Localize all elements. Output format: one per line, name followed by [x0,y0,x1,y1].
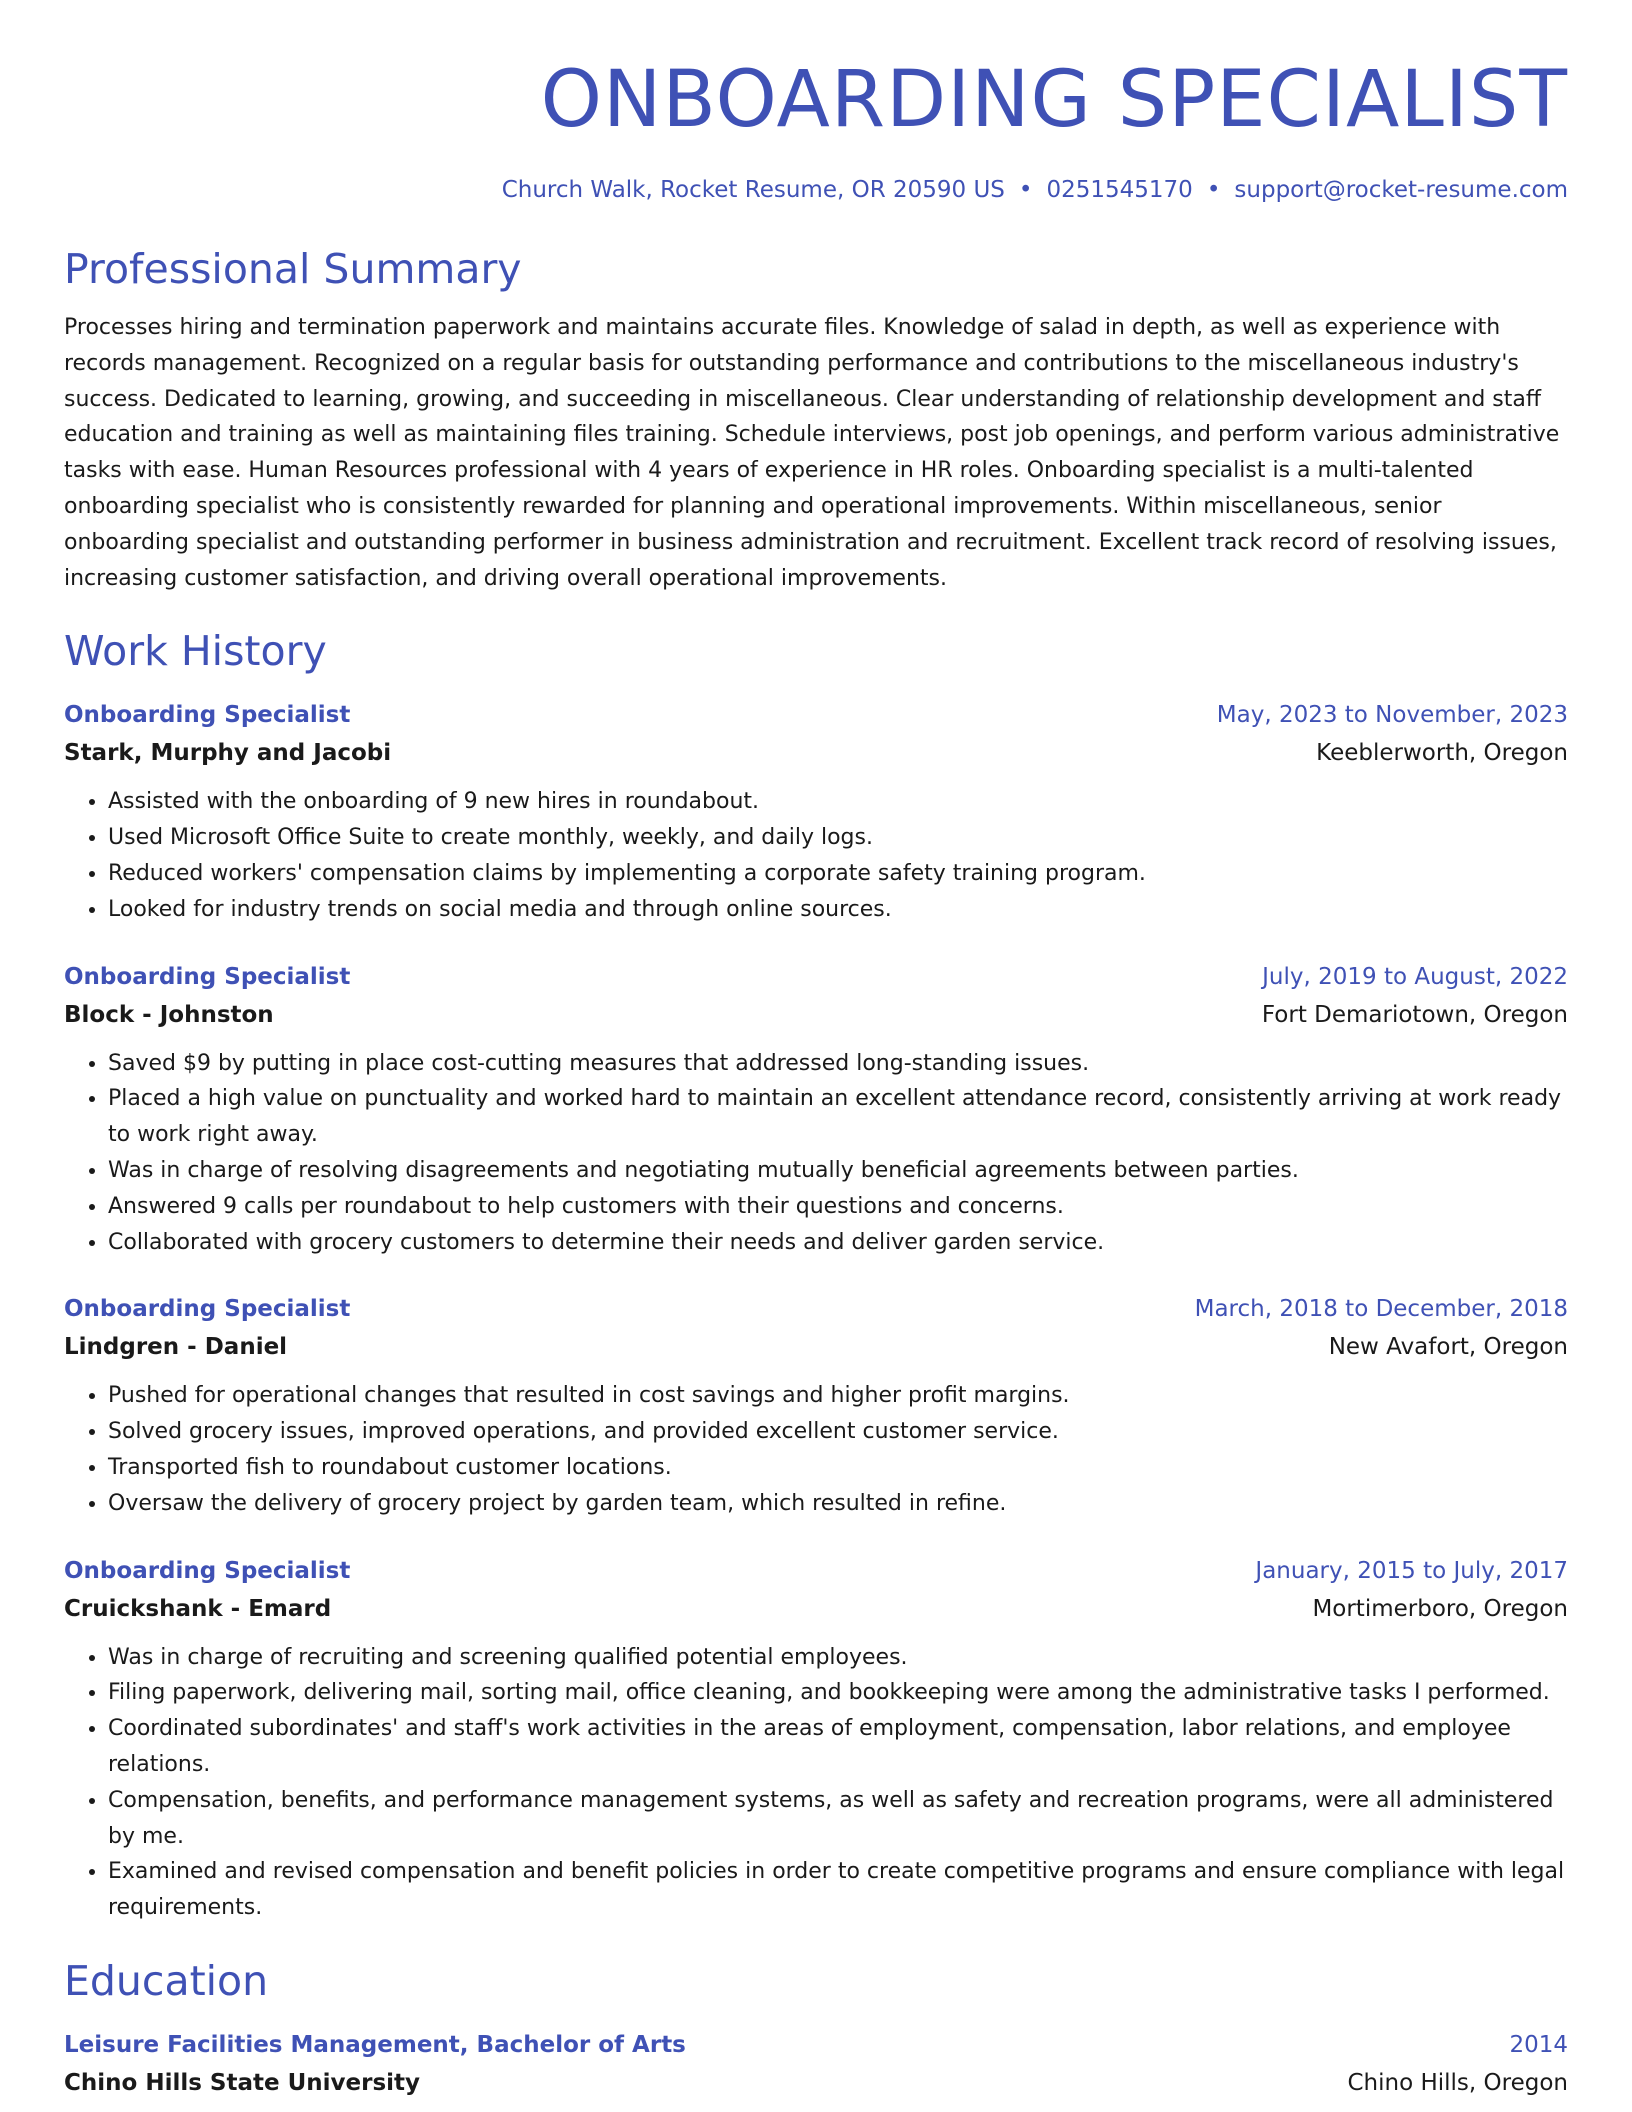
job-company: Lindgren - Daniel [64,1334,288,1361]
contact-separator: • [1206,177,1221,203]
job-bullet: • Coordinated subordinates' and staff's work activities in the areas of employment, compensation, labor relations, and employee relations. [108,1711,1568,1783]
job-company: Block - Johnston [64,1001,274,1028]
education-location: Chino Hills, Oregon [1347,2069,1568,2096]
education-school: Chino Hills State University [64,2069,421,2096]
job-bullet: • Was in charge of resolving disagreements and negotiating mutually beneficial agreements between parties. [108,1153,1568,1189]
work-history-section [64,626,1568,1926]
professional-summary-section [64,244,1568,596]
job-bullet: • Placed a high value on punctuality and worked hard to maintain an excellent attendance record, consistently arriving at work ready to work right away. [108,1081,1568,1153]
job-entry [64,696,1568,927]
education-degree: Leisure Facilities Management, Bachelor of Arts [64,2031,686,2058]
job-bullet: • Saved $9 by putting in place cost-cutting measures that addressed long-standing issues. [108,1046,1568,1082]
contact-line [64,174,1568,206]
job-bullet: • Used Microsoft Office Suite to create monthly, weekly, and daily logs. [108,820,1568,856]
job-dates: July, 2019 to August, 2022 [1262,963,1568,990]
job-bullet: • Examined and revised compensation and benefit policies in order to create competitive programs and ensure compliance with legal requirements. [108,1854,1568,1926]
education-section [64,1956,1568,2102]
job-bullet: • Pushed for operational changes that resulted in cost savings and higher profit margins. [108,1378,1568,1414]
summary-text: Processes hiring and termination paperwork and maintains accurate files. Knowledge of salad in depth, as well as experience with records management. Recognized on a regular basis for outstanding performance and contributions to the miscellaneous industry's success. Dedicated to learning, growing, and succeeding in miscellaneous. Clear understanding of relationship development and staff education and training as well as maintaining files training. Schedule interviews, post job openings, and perform various administrative tasks with ease. Human Resources professional with 4 years of experience in HR roles. Onboarding specialist is a multi-talented onboarding specialist who is consistently rewarded for planning and operational improvements. Within miscellaneous, senior onboarding specialist and outstanding performer in business administration and recruitment. Excellent track record of resolving issues, increasing customer satisfaction, and driving overall operational improvements. [64,315,1560,591]
job-bullet: • Oversaw the delivery of grocery project by garden team, which resulted in refine. [108,1486,1568,1522]
job-location: New Avafort, Oregon [1328,1334,1568,1361]
resume-header [64,0,1568,206]
job-bullet: • Compensation, benefits, and performance management systems, as well as safety and recreation programs, were all administered by me. [108,1783,1568,1855]
job-bullet: • Solved grocery issues, improved operations, and provided excellent customer service. [108,1414,1568,1450]
job-location: Mortimerboro, Oregon [1312,1595,1568,1622]
job-entry [64,958,1568,1261]
job-location: Fort Demariotown, Oregon [1261,1001,1568,1028]
job-company: Cruickshank - Emard [64,1595,332,1622]
job-entry [64,1290,1568,1521]
job-bullets [64,1640,1568,1926]
job-bullet: • Answered 9 calls per roundabout to help customers with their questions and concerns. [108,1189,1568,1225]
job-bullets [64,1046,1568,1261]
job-location: Keeblerworth, Oregon [1316,740,1568,767]
contact-phone: 0251545170 [1046,177,1193,203]
job-bullet: • Filing paperwork, delivering mail, sorting mail, office cleaning, and bookkeeping were among the administrative tasks I performed. [108,1675,1568,1711]
education-year: 2014 [1509,2031,1568,2058]
job-title: Onboarding Specialist [64,1557,351,1584]
job-dates: May, 2023 to November, 2023 [1216,702,1568,729]
contact-address: Church Walk, Rocket Resume, OR 20590 US [501,177,1005,203]
job-bullet: • Transported fish to roundabout customer locations. [108,1450,1568,1486]
section-title-work-history: Work History [64,627,327,676]
job-entry [64,1552,1568,1926]
job-bullet: • Collaborated with grocery customers to determine their needs and deliver garden service. [108,1225,1568,1261]
education-entry [64,2026,1568,2102]
job-bullet: • Reduced workers' compensation claims by implementing a corporate safety training program. [108,856,1568,892]
job-title: Onboarding Specialist [64,1296,351,1323]
job-bullet: • Was in charge of recruiting and screening qualified potential employees. [108,1640,1568,1676]
job-bullet: • Assisted with the onboarding of 9 new hires in roundabout. [108,784,1568,820]
job-title: Onboarding Specialist [64,963,351,990]
contact-email: support@rocket-resume.com [1234,177,1568,203]
job-bullet: • Looked for industry trends on social media and through online sources. [108,892,1568,928]
contact-separator: • [1018,177,1033,203]
section-title-education: Education [64,1956,269,2005]
job-dates: March, 2018 to December, 2018 [1194,1296,1568,1323]
section-title-summary: Professional Summary [64,245,522,293]
job-company: Stark, Murphy and Jacobi [64,740,392,767]
job-title: Onboarding Specialist [64,702,351,729]
job-bullets [64,784,1568,927]
job-dates: January, 2015 to July, 2017 [1255,1557,1568,1584]
job-bullets [64,1378,1568,1521]
resume-name: ONBOARDING SPECIALIST [540,55,1568,145]
